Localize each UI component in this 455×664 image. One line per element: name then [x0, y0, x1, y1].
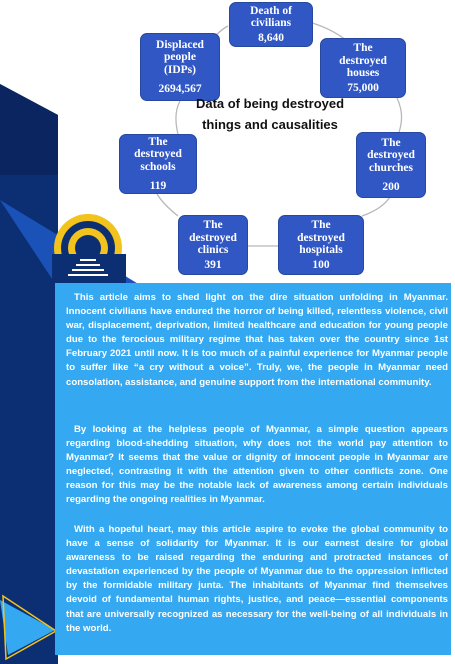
node-destroyed-churches [356, 132, 426, 198]
node-value: 119 [149, 180, 167, 192]
node-value: 75,000 [347, 81, 379, 94]
node-value: 2694,567 [158, 83, 202, 95]
node-displaced-people [140, 33, 220, 101]
article-paragraph-3: With a hopeful heart, may this article aspire to evoke the global community to have a sense of solidarity for Myanmar. It is our earnest desire for global awareness to be raised regarding the enduring and protracted instances of devastation experienced by the people of Myanmar due to the oppression inflicted by the formidable military junta. The inhabitants of Myanmar find themselves devoid of fundamental human rights, justice, and peace—essential components that are universally recognized as necessary for the well-being of all individuals in the world. [66, 524, 448, 634]
node-value: 100 [312, 258, 330, 271]
article-paragraph-1: This article aims to shed light on the dire situation unfolding in Myanmar. Innocent civilians have endured the horror of being killed, relentless violence, civil war, displacement, deprivation, limited healthcare and education for young people due to the ferocious military regime that has taken over the country since 1st February 2021 until now. It is too much of a painful experience for Myanmar people to suffer like “a cry without a voice”. Truly, we, the people in Myanmar need consolation, assistance, and genuine support from the international community. [66, 292, 448, 388]
node-destroyed-schools [119, 134, 197, 194]
node-value: 200 [382, 181, 400, 193]
node-label: Death of civilians [250, 4, 292, 30]
node-destroyed-hospitals [278, 215, 364, 275]
article-paragraph-2: By looking at the helpless people of Myanmar, a simple question appears regarding blood-shedding situation, why does not the world pay attention to Myanmar? It seems that the value or dignity of innocent people in Myanmar are neglected, contrasting it with the attention given to other conflicts zone. One reason for this may be the notable lack of awareness among certain individuals regarding the ongoing realities in Myanmar. [66, 424, 448, 506]
node-value: 391 [204, 258, 222, 271]
node-value: 8,640 [258, 31, 284, 44]
node-label: The destroyed churches [367, 136, 415, 174]
node-destroyed-houses [320, 38, 406, 98]
node-death-of-civilians [229, 2, 313, 47]
node-label: The destroyed houses [339, 42, 387, 79]
node-label: The destroyed clinics [189, 219, 237, 256]
node-label: Displaced people (IDPs) [156, 38, 204, 76]
diagram-title: Data of being destroyed things and causalities [195, 96, 345, 132]
node-destroyed-clinics [178, 215, 248, 275]
node-label: The destroyed hospitals [297, 219, 345, 256]
node-label: The destroyed schools [134, 135, 182, 173]
